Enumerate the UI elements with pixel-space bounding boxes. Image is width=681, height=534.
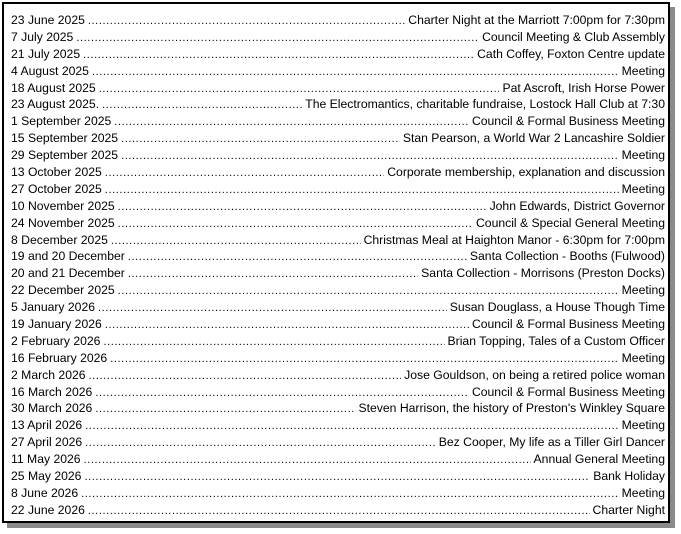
event-row <box>11 46 665 63</box>
dot-leader <box>121 131 400 148</box>
event-date: 24 November 2025 <box>11 215 115 230</box>
dot-leader <box>84 469 590 486</box>
dot-leader <box>81 486 619 503</box>
event-description: Council & Formal Business Meeting <box>471 317 665 332</box>
event-date: 27 October 2025 <box>11 181 102 196</box>
event-row <box>11 282 665 299</box>
dot-leader <box>95 385 469 402</box>
event-date: 19 and 20 December <box>11 249 125 264</box>
dot-leader <box>98 300 447 317</box>
event-date: 23 June 2025 <box>11 13 85 27</box>
dot-leader <box>118 283 619 300</box>
dot-leader <box>105 165 384 182</box>
event-description: John Edwards, District Governor <box>489 198 665 213</box>
event-row <box>11 485 665 502</box>
event-description: Council & Formal Business Meeting <box>471 114 665 129</box>
event-date: 1 September 2025 <box>11 114 112 129</box>
event-date: 10 November 2025 <box>11 198 115 213</box>
dot-leader <box>85 418 618 435</box>
event-description: Meeting <box>621 63 665 78</box>
event-date: 16 March 2026 <box>11 384 93 399</box>
event-description: Santa Collection - Morrisons (Preston Docks) <box>421 266 665 281</box>
event-description: Meeting <box>621 283 665 298</box>
event-description: Pat Ascroft, Irish Horse Power <box>502 80 665 95</box>
dot-leader <box>128 266 418 283</box>
event-description: Brian Topping, Tales of a Custom Officer <box>447 333 665 348</box>
event-date: 16 February 2026 <box>11 350 108 365</box>
dot-leader <box>105 317 469 334</box>
event-description: Council Meeting & Club Assembly <box>482 29 665 44</box>
event-description: Council & Special General Meeting <box>475 215 665 230</box>
event-date: 15 September 2025 <box>11 131 119 146</box>
event-description: Cath Coffey, Foxton Centre update <box>477 46 665 61</box>
event-row <box>11 367 665 384</box>
event-row <box>11 451 665 468</box>
event-date: 25 May 2026 <box>11 469 82 484</box>
event-date: 7 July 2025 <box>11 29 74 44</box>
event-date: 8 December 2025 <box>11 232 108 247</box>
event-row <box>11 12 665 29</box>
event-row <box>11 333 665 350</box>
event-description: Annual General Meeting <box>533 452 665 467</box>
event-row <box>11 248 665 265</box>
event-date: 27 April 2026 <box>11 435 83 450</box>
event-date: 5 January 2026 <box>11 300 96 315</box>
dot-leader <box>103 334 444 351</box>
event-row <box>11 350 665 367</box>
dot-leader <box>88 503 590 520</box>
event-row <box>11 181 665 198</box>
dot-leader <box>111 233 361 250</box>
event-description: Santa Collection - Booths (Fulwood) <box>469 249 665 264</box>
dot-leader <box>92 64 619 81</box>
dot-leader <box>84 452 531 469</box>
event-row <box>11 400 665 417</box>
dot-leader <box>114 114 469 131</box>
event-description: Bank Holiday <box>593 469 665 484</box>
event-row <box>11 299 665 316</box>
dot-leader <box>88 13 405 30</box>
event-row <box>11 232 665 249</box>
dot-leader <box>85 435 436 452</box>
event-date: 22 December 2025 <box>11 283 115 298</box>
event-date: 4 August 2025 <box>11 63 89 78</box>
event-description: Meeting <box>621 181 665 196</box>
event-description: Susan Douglass, a House Though Time <box>449 300 665 315</box>
event-row <box>11 384 665 401</box>
dot-leader <box>128 249 467 266</box>
event-row <box>11 96 665 113</box>
event-row <box>11 502 665 519</box>
event-date: 13 April 2026 <box>11 418 83 433</box>
event-date: 21 July 2025 <box>11 46 81 61</box>
event-date: 22 June 2026 <box>11 502 85 517</box>
event-description: Corporate membership, explanation and discussion <box>387 165 665 180</box>
event-row <box>11 468 665 485</box>
dot-leader <box>99 81 500 98</box>
event-date: 29 September 2025 <box>11 148 119 163</box>
event-description: Charter Night <box>592 502 665 517</box>
dot-leader <box>105 182 619 199</box>
event-row <box>11 434 665 451</box>
event-date: 2 March 2026 <box>11 367 86 382</box>
event-date: 13 October 2025 <box>11 165 102 180</box>
event-row <box>11 80 665 97</box>
event-date: 11 May 2026 <box>11 452 81 467</box>
event-description: Council & Formal Business Meeting <box>471 384 665 399</box>
event-row <box>11 147 665 164</box>
event-row <box>11 29 665 46</box>
event-date: 19 January 2026 <box>11 317 102 332</box>
event-row <box>11 130 665 147</box>
dot-leader <box>118 216 473 233</box>
event-description: Christmas Meal at Haighton Manor - 6:30pm for 7:00pm <box>363 232 665 247</box>
event-description: The Electromantics, charitable fundraise, Lostock Hall Club at 7:30 <box>305 97 665 112</box>
event-description: Bez Cooper, My life as a Tiller Girl Dancer <box>438 435 665 450</box>
dot-leader <box>102 97 302 114</box>
event-description: Meeting <box>621 485 665 500</box>
event-row <box>11 417 665 434</box>
event-row <box>11 316 665 333</box>
event-description: Stan Pearson, a World War 2 Lancashire Soldier <box>402 131 665 146</box>
dot-leader <box>89 368 402 385</box>
dot-leader <box>95 401 355 418</box>
dot-leader <box>121 148 619 165</box>
programme-box <box>2 2 670 523</box>
event-description: Meeting <box>621 148 665 163</box>
event-description: Steven Harrison, the history of Preston's Winkley Square <box>358 401 665 416</box>
dot-leader <box>118 199 487 216</box>
event-description: Jose Gouldson, on being a retired police woman <box>404 367 665 382</box>
dot-leader <box>110 351 618 368</box>
event-description: Meeting <box>621 418 665 433</box>
event-date: 20 and 21 December <box>11 266 125 281</box>
event-date: 23 August 2025. <box>11 97 100 112</box>
event-row <box>11 164 665 181</box>
event-row <box>11 113 665 130</box>
event-date: 18 August 2025 <box>11 80 96 95</box>
dot-leader <box>76 30 479 47</box>
dot-leader <box>83 47 474 64</box>
event-row <box>11 215 665 232</box>
event-list <box>11 12 665 519</box>
event-description: Charter Night at the Marriott 7:00pm for 7:30pm <box>408 13 665 27</box>
event-row <box>11 63 665 80</box>
event-row <box>11 198 665 215</box>
event-description: Meeting <box>621 350 665 365</box>
event-date: 8 June 2026 <box>11 485 79 500</box>
event-row <box>11 265 665 282</box>
event-date: 30 March 2026 <box>11 401 93 416</box>
event-date: 2 February 2026 <box>11 333 101 348</box>
